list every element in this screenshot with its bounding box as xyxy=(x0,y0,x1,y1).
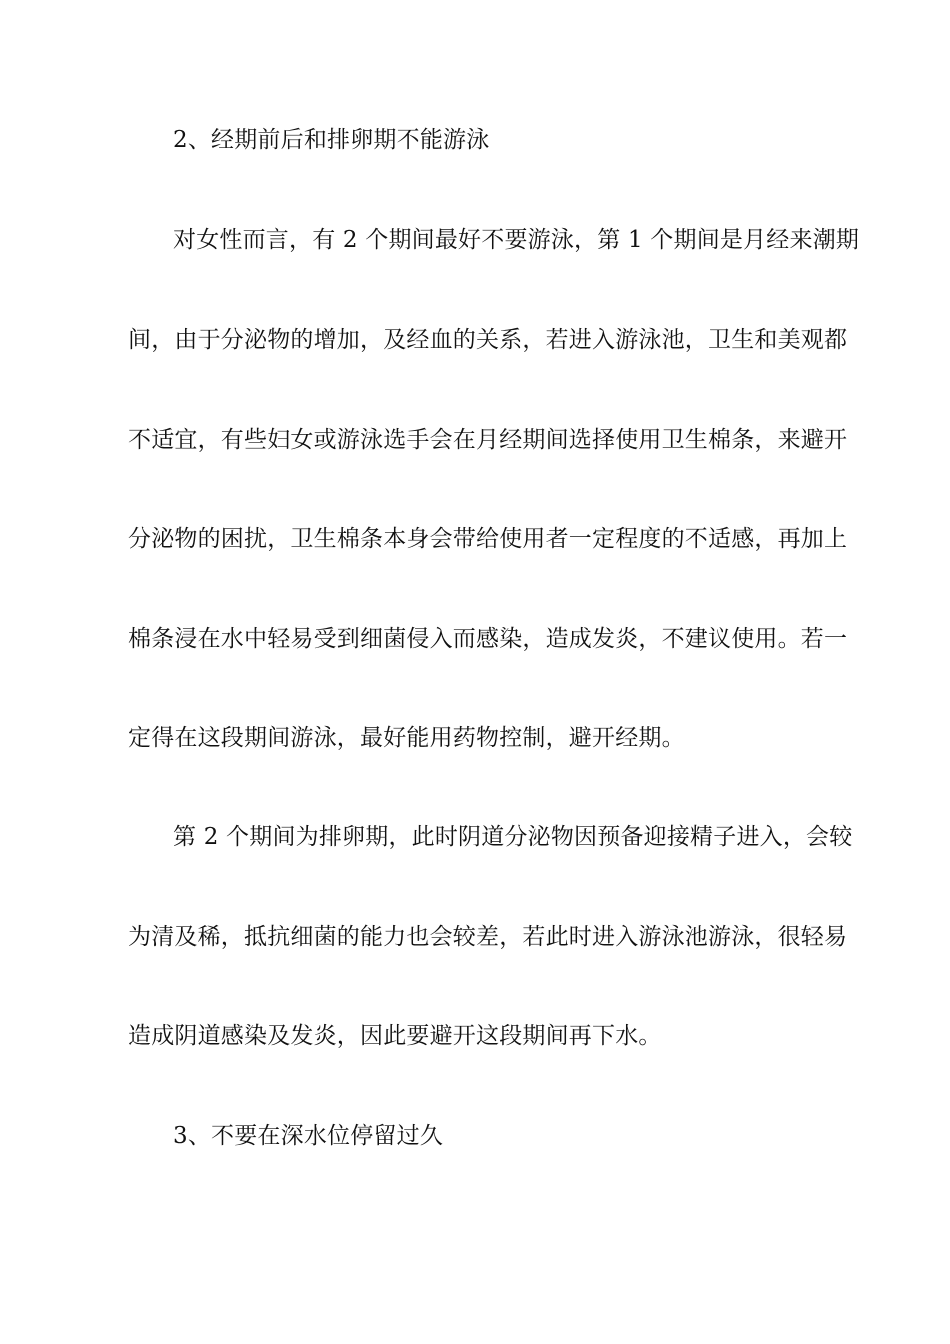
paragraph-line: 造成阴道感染及发炎，因此要避开这段期间再下水。 xyxy=(128,1023,662,1049)
paragraph-line: 分泌物的困扰，卫生棉条本身会带给使用者一定程度的不适感，再加上 xyxy=(128,526,848,552)
section-heading: 3、不要在深水位停留过久 xyxy=(173,1123,444,1149)
paragraph-line: 不适宜，有些妇女或游泳选手会在月经期间选择使用卫生棉条，来避开 xyxy=(128,427,848,453)
paragraph-line: 为清及稀，抵抗细菌的能力也会较差，若此时进入游泳池游泳，很轻易 xyxy=(128,924,848,950)
paragraph-line: 间，由于分泌物的增加，及经血的关系，若进入游泳池，卫生和美观都 xyxy=(128,327,848,353)
paragraph-line: 定得在这段期间游泳，最好能用药物控制，避开经期。 xyxy=(128,725,685,751)
section-heading: 2、经期前后和排卵期不能游泳 xyxy=(173,127,490,153)
paragraph-line: 棉条浸在水中轻易受到细菌侵入而感染，造成发炎，不建议使用。若一 xyxy=(128,626,848,652)
paragraph-line: 第 2 个期间为排卵期，此时阴道分泌物因预备迎接精子进入，会较 xyxy=(173,824,853,850)
paragraph-line: 对女性而言，有 2 个期间最好不要游泳，第 1 个期间是月经来潮期 xyxy=(173,227,860,253)
